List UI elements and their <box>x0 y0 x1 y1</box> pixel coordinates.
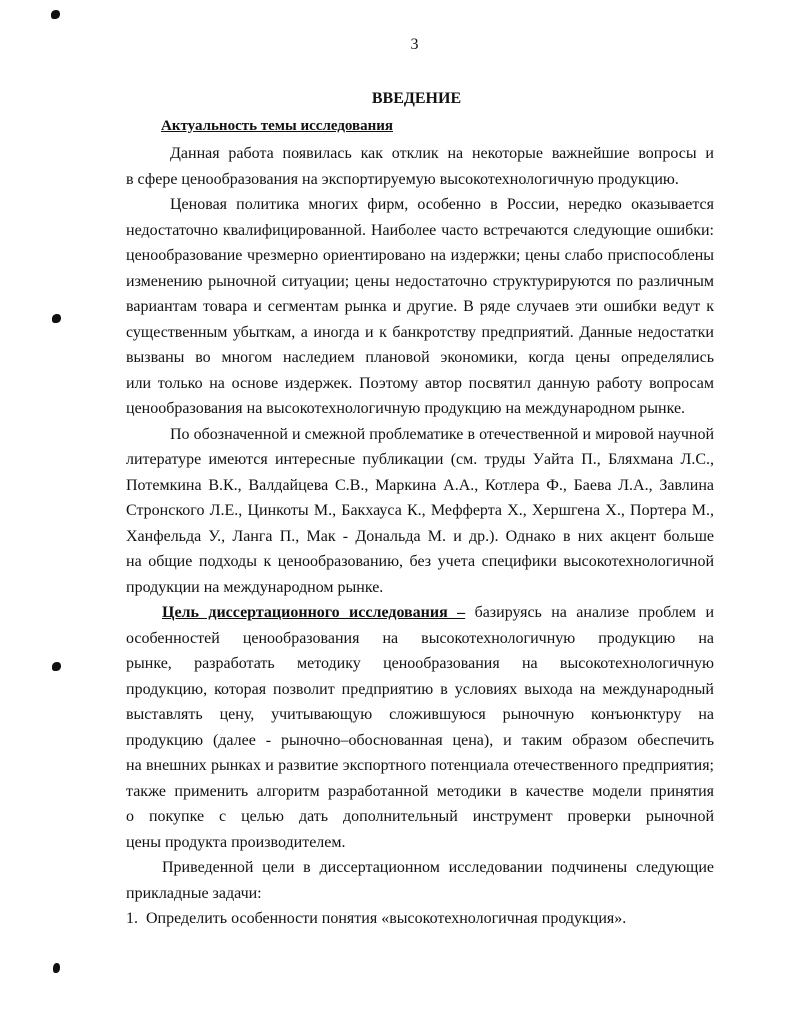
page-number: 3 <box>410 36 419 53</box>
text-line: цены продукта производителем. <box>126 833 346 851</box>
text-line: вариантам товара и сегментам рынка и другие. В ряде случаев эти ошибки ведут к <box>126 298 714 316</box>
scan-punch-mark <box>52 314 61 323</box>
document-body <box>126 141 714 932</box>
text-line: продукцию (далее - рыночно–обоснованная цена), и таким образом обеспечить <box>126 731 714 749</box>
text-line: Ханфельда У., Ланга П., Мак - Дональда М. и др.). Однако в них акцент больше <box>126 527 714 545</box>
goal-lead: Цель диссертационного исследования – <box>162 604 466 622</box>
task-text: Определить особенности понятия «высокотехнологичная продукция». <box>146 910 627 928</box>
text-line: Стронского Л.Е., Цинкоты М., Бакхауса К., Мефферта Х., Хершгена Х., Портера М., <box>126 502 714 520</box>
text-line: Приведенной цели в диссертационном исследовании подчинены следующие <box>162 859 714 877</box>
scan-punch-mark <box>51 10 60 19</box>
text-line: на общие подходы к ценообразованию, без учета специфики высокотехнологичной <box>126 553 714 571</box>
page-title: ВВЕДЕНИЕ <box>371 90 462 107</box>
text-line: недостаточно квалифицированной. Наиболее часто встречаются следующие ошибки: <box>126 221 714 239</box>
paragraph <box>126 855 714 906</box>
text-line: литературе имеются интересные публикации (см. труды Уайта П., Бляхмана Л.С., <box>126 451 714 469</box>
text-span: базируясь на анализе проблем и <box>474 604 714 622</box>
text-line: или только на основе издержек. Поэтому автор посвятил данную работу вопросам <box>126 374 714 392</box>
text-line: выставлять цену, учитывающую сложившуюся рыночную конъюнктуру на <box>126 706 714 724</box>
text-line: особенностей ценообразования на высокотехнологичную продукцию на <box>126 629 714 647</box>
text-line: также применить алгоритм разработанной методики в качестве модели принятия <box>126 782 714 800</box>
paragraph <box>126 422 714 601</box>
scan-punch-mark <box>52 662 61 671</box>
text-line <box>126 600 714 626</box>
text-line: на внешних рынках и развитие экспортного потенциала отечественного предприятия; <box>126 757 714 775</box>
text-line: продукцию, которая позволит предприятию в условиях выхода на международный <box>126 680 714 698</box>
paragraph <box>126 192 714 422</box>
text-line: По обозначенной и смежной проблематике в отечественной и мировой научной <box>170 425 714 443</box>
text-line: существенным убыткам, а иногда и к банкротству предприятий. Данные недостатки <box>126 323 714 341</box>
text-line: изменению рыночной ситуации; цены недостаточно структурируются по различным <box>126 272 714 290</box>
text-line: о покупке с целью дать дополнительный инструмент проверки рыночной <box>126 808 714 826</box>
text-line: рынке, разработать методику ценообразования на высокотехнологичную <box>126 655 714 673</box>
section-heading: Актуальность темы исследования <box>161 118 394 134</box>
text-line: в сфере ценообразования на экспортируемую высокотехнологичную продукцию. <box>126 170 679 188</box>
text-line: ценообразования на высокотехнологичную продукцию на международном рынке. <box>126 400 686 418</box>
text-line: прикладные задачи: <box>126 884 262 902</box>
text-line: продукции на международном рынке. <box>126 578 384 596</box>
paragraph <box>126 141 714 192</box>
paragraph-goal <box>126 600 714 855</box>
task-number: 1. <box>126 910 138 928</box>
text-line: вызваны во многом наследием плановой экономики, когда цены определялись <box>126 349 714 367</box>
text-line: Ценовая политика многих фирм, особенно в России, нередко оказывается <box>170 196 714 214</box>
text-line: Потемкина В.К., Валдайцева С.В., Маркина А.А., Котлера Ф., Баева Л.А., Завлина <box>126 476 714 494</box>
text-line: ценообразование чрезмерно ориентировано на издержки; цены слабо приспособлены <box>126 247 714 265</box>
scan-punch-mark <box>53 963 60 973</box>
text-line: Данная работа появилась как отклик на некоторые важнейшие вопросы и <box>170 145 714 162</box>
task-list-item <box>126 906 714 932</box>
